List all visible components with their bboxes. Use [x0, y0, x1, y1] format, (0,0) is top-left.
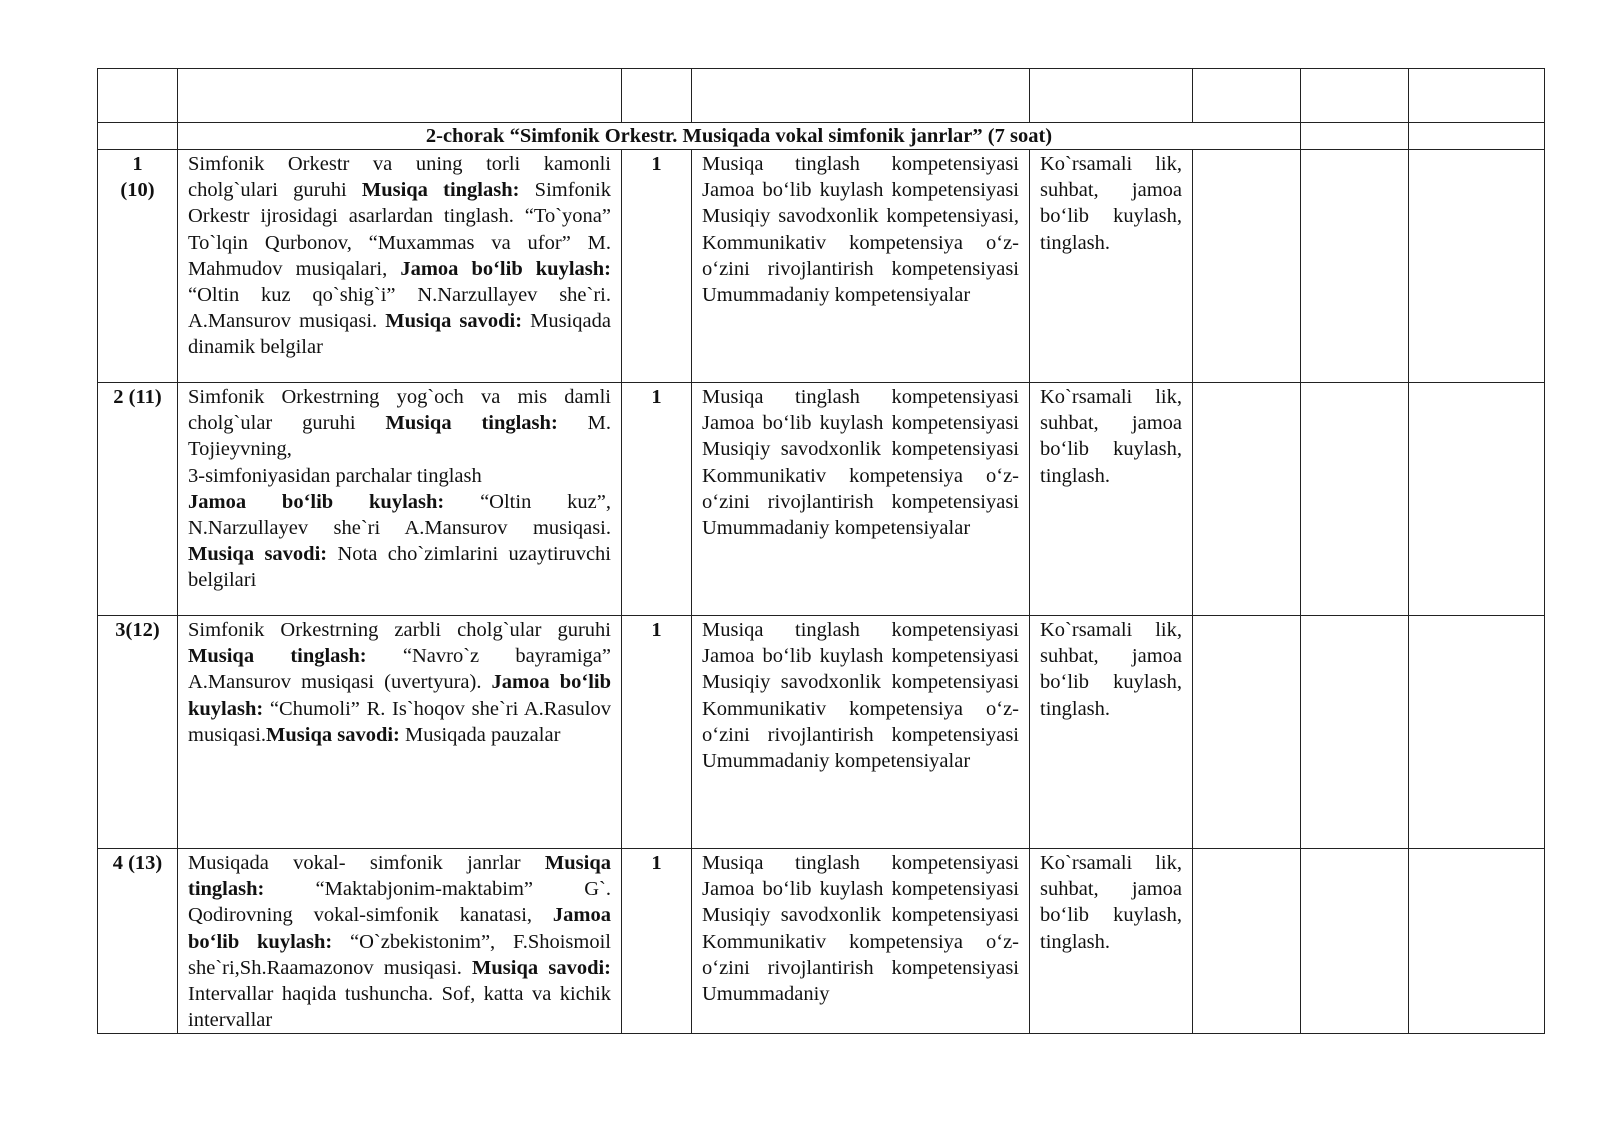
topic-heading: Musiqa tinglash:: [188, 645, 367, 668]
lesson-methods: Ko`rsamali lik, suhbat, jamoa bo‘lib kuylash, tinglash.: [1030, 616, 1193, 849]
lesson-number: [98, 150, 178, 383]
table-cell: [98, 123, 178, 150]
lesson-plan-table: [97, 68, 1545, 1034]
topic-heading: Musiqa tinglash:: [385, 412, 558, 435]
lesson-topic: [178, 849, 622, 1034]
lesson-methods: Ko`rsamali lik, suhbat, jamoa bo‘lib kuylash, tinglash.: [1030, 383, 1193, 616]
table-cell: [692, 69, 1030, 123]
lesson-hours: 1: [622, 849, 692, 1034]
lesson-hours: 1: [622, 383, 692, 616]
topic-heading: Jamoa bo‘lib kuylash:: [188, 904, 611, 953]
lesson-methods: Ko`rsamali lik, suhbat, jamoa bo‘lib kuylash, tinglash.: [1030, 849, 1193, 1034]
table-cell: [1409, 383, 1545, 616]
lesson-hours: 1: [622, 150, 692, 383]
topic-text: Nota cho`zimlarini uzaytiruvchi belgilari: [188, 543, 611, 592]
lesson-topic: [178, 616, 622, 849]
table-cell: [1409, 616, 1545, 849]
quarter-title-row: [98, 123, 1545, 150]
lesson-number-sub: (10): [120, 179, 155, 202]
topic-text: M. Tojieyvning,: [188, 412, 612, 461]
topic-heading: Jamoa bo‘lib kuylash:: [188, 671, 611, 720]
table-cell: [1030, 69, 1193, 123]
lesson-number: 2 (11): [98, 383, 178, 616]
lesson-topic: [178, 383, 622, 616]
topic-text: Simfonik Orkestrning zarbli cholg`ular guruhi: [188, 619, 611, 641]
topic-heading: Musiqa savodi:: [188, 543, 328, 566]
topic-text: “Maktabjonim-maktabim” G`. Qodirovning vokal-simfonik kanatasi,: [188, 878, 611, 927]
table-row: [98, 849, 1545, 1034]
topic-text: Musiqada pauzalar: [399, 723, 561, 746]
table-cell: [1409, 849, 1545, 1034]
table-cell: [1409, 123, 1545, 150]
topic-heading: Musiqa savodi:: [472, 956, 611, 979]
table-cell: [1409, 150, 1545, 383]
table-cell: [1193, 616, 1301, 849]
table-cell: [1193, 150, 1301, 383]
table-cell: [1193, 849, 1301, 1034]
table-cell: [622, 69, 692, 123]
topic-heading: Musiqa tinglash:: [361, 179, 520, 202]
table-cell: [1301, 123, 1409, 150]
topic-text: Simfonik Orkestrning yog`och va mis damli cholg`ular guruhi: [188, 386, 611, 435]
table-cell: [1301, 849, 1409, 1034]
topic-text: “O`zbekistonim”, F.Shoismoil she`ri,Sh.Raamazonov musiqasi.: [188, 930, 611, 979]
table-row: [98, 616, 1545, 849]
table-header-row: [98, 69, 1545, 123]
table-cell: [1301, 150, 1409, 383]
table-cell: [1193, 383, 1301, 616]
table-cell: [1301, 69, 1409, 123]
topic-text: “Navro`z bayramiga” A.Mansurov musiqasi (uvertyura).: [188, 645, 611, 694]
table-cell: [1409, 69, 1545, 123]
table-cell: [1301, 616, 1409, 849]
table-row: [98, 150, 1545, 383]
lesson-methods: Ko`rsamali lik, suhbat, jamoa bo‘lib kuylash, tinglash.: [1030, 150, 1193, 383]
topic-text: Simfonik Orkestr ijrosidagi asarlardan tinglash. “To`yona” To`lqin Qurbonov, “Muxammas va ufor” M. Mahmudov musiqalari,: [188, 179, 611, 280]
topic-text: 3-simfoniyasidan parchalar tinglash: [188, 464, 482, 487]
table-cell: [98, 69, 178, 123]
topic-text: “Oltin kuz qo`shig`i” N.Narzullayev she`ri. A.Mansurov musiqasi.: [188, 284, 611, 333]
topic-text: “Chumoli” R. Is`hoqov she`ri A.Rasulov musiqasi.: [188, 697, 611, 746]
topic-text: Musiqada dinamik belgilar: [188, 310, 611, 359]
lesson-hours: 1: [622, 616, 692, 849]
topic-heading: Musiqa savodi:: [385, 310, 523, 333]
topic-heading: Jamoa bo‘lib kuylash:: [400, 257, 611, 280]
lesson-competencies: Musiqa tinglash kompetensiyasi Jamoa bo‘lib kuylash kompetensiyasi Musiqiy savodxonlik kompetensiyasi, Kommunikativ kompetensiya o‘z-o‘zini rivojlantirish kompetensiyasi Umummadaniy kompetensiyalar: [692, 150, 1030, 383]
lesson-topic: [178, 150, 622, 383]
table-cell: [178, 69, 622, 123]
topic-text: Intervallar haqida tushuncha. Sof, katta va kichik intervallar: [188, 983, 611, 1032]
lesson-number: 4 (13): [98, 849, 178, 1034]
lesson-competencies: Musiqa tinglash kompetensiyasi Jamoa bo‘lib kuylash kompetensiyasi Musiqiy savodxonlik kompetensiyasi Kommunikativ kompetensiya o‘z-o‘zini rivojlantirish kompetensiyasi Umummadaniy: [692, 849, 1030, 1034]
topic-heading: Musiqa savodi:: [266, 723, 400, 746]
lesson-competencies: Musiqa tinglash kompetensiyasi Jamoa bo‘lib kuylash kompetensiyasi Musiqiy savodxonlik kompetensiyasi Kommunikativ kompetensiya o‘z-o‘zini rivojlantirish kompetensiyasi Umummadaniy kompetensiyalar: [692, 383, 1030, 616]
topic-heading: Musiqa tinglash:: [188, 852, 611, 901]
topic-text: Simfonik Orkestr va uning torli kamonli cholg`ulari guruhi: [188, 153, 611, 202]
topic-text: “Oltin kuz”, N.Narzullayev she`ri A.Mansurov musiqasi.: [188, 490, 611, 540]
table-row: [98, 383, 1545, 616]
lesson-competencies: Musiqa tinglash kompetensiyasi Jamoa bo‘lib kuylash kompetensiyasi Musiqiy savodxonlik kompetensiyasi Kommunikativ kompetensiya o‘z-o‘zini rivojlantirish kompetensiyasi Umummadaniy kompetensiyalar: [692, 616, 1030, 849]
topic-text: Musiqada vokal- simfonik janrlar: [188, 852, 545, 874]
lesson-number: 3(12): [98, 616, 178, 849]
quarter-title: 2-chorak “Simfonik Orkestr. Musiqada vokal simfonik janrlar” (7 soat): [178, 123, 1301, 150]
table-cell: [1193, 69, 1301, 123]
lesson-number-main: 1: [132, 153, 143, 175]
topic-heading: Jamoa bo‘lib kuylash:: [188, 490, 445, 513]
table-cell: [1301, 383, 1409, 616]
